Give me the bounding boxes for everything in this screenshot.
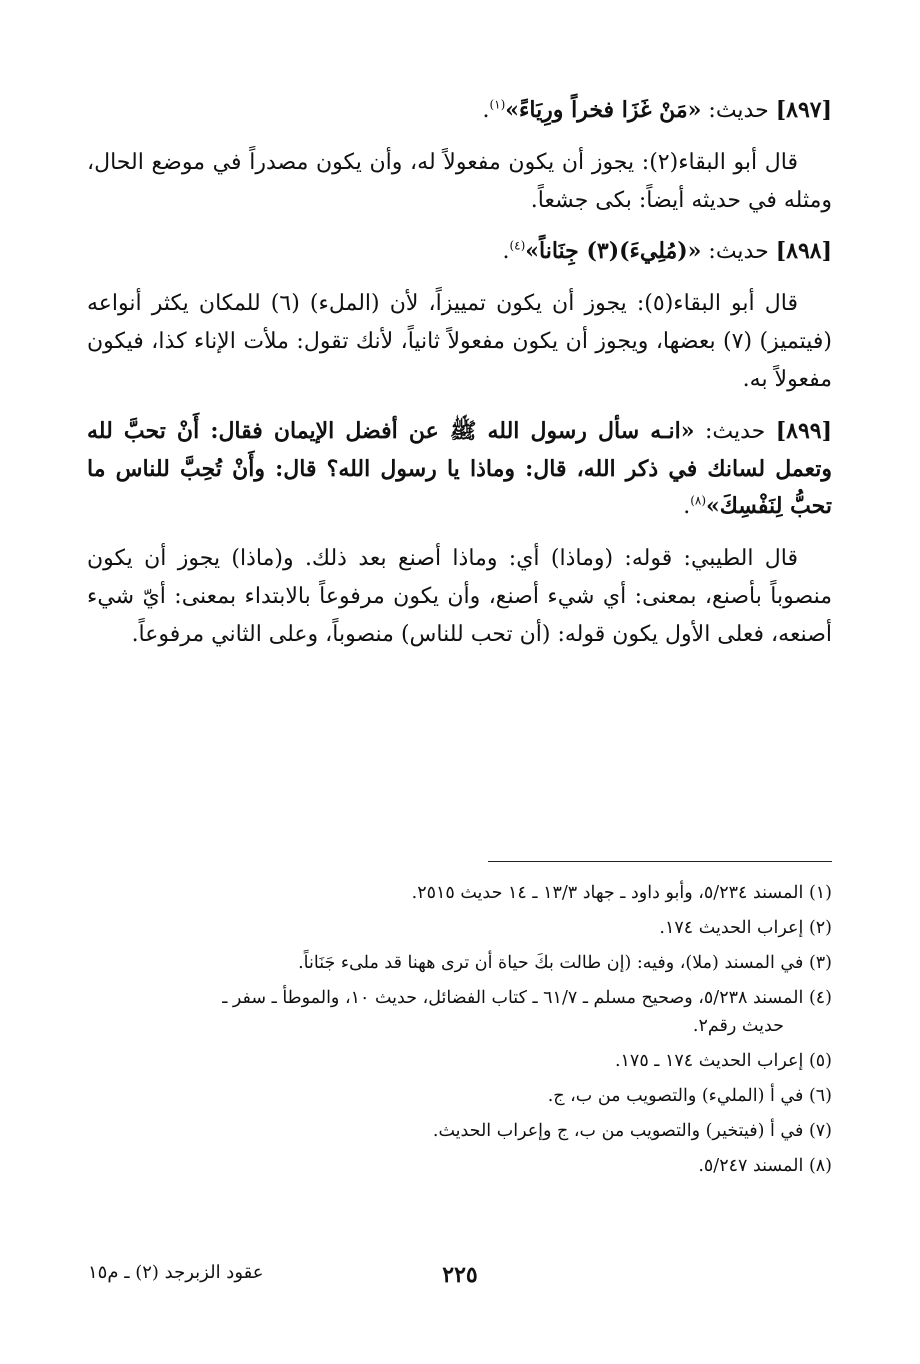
footnote-1	[87, 880, 832, 907]
hadith-text: «انـه سأل رسول الله ﷺ عن أفضل الإيمان فقال: أَنْ تحبَّ لله وتعمل لسانك في ذكر الله، قال: وماذا يا رسول الله؟ قال: وأَنْ تُحِبَّ للناس ما تحبُّ لِنَفْسِكَ»	[87, 417, 832, 520]
commentary-paragraph: قال أبو البقاء(٢): يجوز أن يكون مفعولاً له، وأن يكون مصدراً في موضع الحال، ومثله في حديثه أيضاً: بكى جشعاً.	[87, 149, 832, 213]
hadith-897	[87, 92, 832, 130]
commentary-paragraph: قال الطيبي: قوله: (وماذا) أي: وماذا أصنع بعد ذلك. و(ماذا) يجوز أن يكون منصوباً بأصنع، بمعنى: أي شيء أصنع، وأن يكون مرفوعاً بالابتداء بمعنى: أيّ شيء أصنعه، فعلى الأول يكون قوله: (أن تحب للناس) منصوباً، وعلى الثاني مرفوعاً.	[87, 546, 832, 647]
footnote-mark: (٨)	[808, 1156, 832, 1176]
footnote-6	[87, 1083, 832, 1110]
footnote-mark: (٢)	[808, 918, 832, 939]
hadith-text: «مَنْ غَزَا فخراً ورِيَاءً»	[505, 97, 702, 123]
page-footer	[0, 1262, 920, 1298]
footnote-divider	[488, 861, 832, 862]
hadith-prefix: حديث:	[701, 98, 776, 123]
footnote-mark: (١)	[808, 883, 832, 903]
footnote-mark: (٤)	[808, 988, 832, 1009]
hadith-898	[87, 233, 832, 271]
commentary-paragraph: قال أبو البقاء(٥): يجوز أن يكون تمييزاً، لأن (الملء) (٦) للمكان يكثر أنواعه (فيتميز) (٧) بعضها، ويجوز أن يكون مفعولاً ثانياً، لأنك تقول: ملأت الإناء كذا، فيكون مفعولاً به.	[87, 291, 832, 392]
running-title: عقود الزبرجد (٢) ـ م١٥	[88, 1262, 264, 1283]
footnote-text: في المسند (ملا)، وفيه: (إن طالت بكَ حياة أن ترى ههنا قد ملىء جَنَاناً.	[298, 953, 804, 974]
footnote-text: المسند ٥/٢٣٨، وصحيح مسلم ـ ٦١/٧ ـ كتاب الفضائل، حديث ١٠، والموطأ ـ سفر ـ	[222, 988, 804, 1009]
hadith-prefix: حديث:	[694, 418, 776, 444]
punctuation: .	[482, 98, 490, 123]
footnote-mark: (٣)	[808, 953, 832, 974]
hadith-number: [٨٩٧]	[775, 97, 832, 123]
footnote-text: في أ (المليء) والتصويب من ب، ج.	[547, 1085, 804, 1106]
punctuation: .	[683, 494, 691, 520]
footnote-ref: (١)	[489, 97, 506, 112]
footnote-2	[87, 915, 832, 942]
punctuation: .	[502, 239, 510, 265]
footnote-8	[87, 1153, 832, 1180]
footnote-5	[87, 1048, 832, 1075]
hadith-number: [٨٩٨]	[775, 238, 832, 265]
footnote-mark: (٦)	[808, 1085, 832, 1106]
footnote-ref: (٤)	[509, 239, 526, 254]
footnotes	[87, 880, 832, 1188]
footnote-text: إعراب الحديث ١٧٤.	[659, 918, 804, 939]
footnote-text: في أ (فيتخير) والتصويب من ب، ج وإعراب الحديث.	[432, 1120, 804, 1141]
footnote-text: المسند ٥/٢٣٤، وأبو داود ـ جهاد ١٣/٣ ـ ١٤ حديث ٢٥١٥.	[411, 883, 804, 903]
page-number: ٢٢٥	[442, 1262, 478, 1288]
footnote-mark: (٥)	[808, 1050, 832, 1071]
footnote-mark: (٧)	[808, 1120, 832, 1141]
footnote-ref: (٨)	[690, 494, 707, 509]
hadith-899	[87, 413, 832, 526]
footnote-text: المسند ٥/٢٤٧.	[698, 1156, 804, 1176]
footnote-continuation: حديث رقم٢.	[692, 1015, 784, 1036]
hadith-text: «(مُلِيءَ)(٣) جِنَاناً»	[525, 238, 702, 265]
footnote-3	[87, 950, 832, 977]
hadith-number: [٨٩٩]	[775, 417, 832, 444]
footnote-7	[87, 1118, 832, 1145]
footnote-text: إعراب الحديث ١٧٤ ـ ١٧٥.	[614, 1050, 804, 1071]
footnote-4	[87, 985, 832, 1039]
main-text	[87, 92, 832, 668]
hadith-prefix: حديث:	[701, 239, 776, 265]
